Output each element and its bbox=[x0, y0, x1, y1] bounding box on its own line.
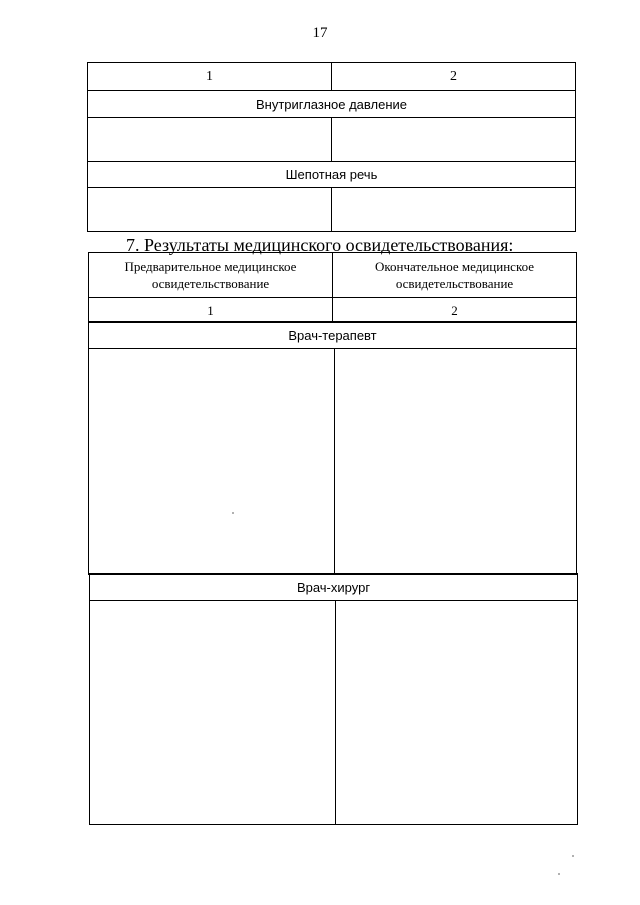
therapist-final-cell[interactable] bbox=[335, 349, 576, 574]
scan-speck bbox=[572, 855, 574, 857]
preliminary-exam-column-title bbox=[89, 253, 333, 297]
scan-speck bbox=[558, 873, 560, 875]
table-header-row bbox=[88, 63, 575, 91]
results-column-number-2: 2 bbox=[451, 302, 458, 318]
therapist-section bbox=[88, 322, 577, 575]
results-column-number-1: 1 bbox=[89, 298, 333, 322]
column-number-1: 1 bbox=[88, 63, 332, 90]
surgeon-final-cell[interactable] bbox=[336, 601, 577, 824]
results-column-titles-row bbox=[89, 253, 576, 298]
surgeon-section bbox=[89, 573, 578, 825]
whisper-speech-label: Шепотная речь bbox=[285, 167, 378, 182]
results-column-numbers-row bbox=[89, 298, 576, 322]
therapist-heading: Врач-терапевт bbox=[89, 323, 576, 349]
surgeon-heading: Врач-хирург bbox=[90, 574, 577, 601]
intraocular-pressure-row bbox=[88, 91, 575, 118]
section-heading: 7. Результаты медицинского освидетельствования: bbox=[126, 235, 514, 255]
intraocular-pressure-label: Внутриглазное давление bbox=[255, 96, 408, 112]
final-exam-label: Окончательное медицинское освидетельствование bbox=[374, 259, 535, 291]
whisper-speech-values-row bbox=[88, 188, 575, 231]
results-table-header bbox=[88, 252, 577, 322]
therapist-preliminary-cell[interactable] bbox=[89, 349, 334, 574]
surgeon-preliminary-cell[interactable] bbox=[90, 601, 335, 824]
exam-table bbox=[87, 62, 576, 232]
column-number-2: 2 bbox=[450, 68, 457, 84]
whisper-speech-preliminary-cell[interactable] bbox=[88, 188, 332, 231]
intraocular-pressure-preliminary-cell[interactable] bbox=[88, 118, 332, 161]
page-number: 17 bbox=[312, 25, 328, 41]
scan-speck bbox=[232, 512, 234, 514]
preliminary-exam-label: Предварительное медицинское освидетельствование bbox=[124, 259, 297, 291]
final-exam-column-title bbox=[333, 253, 576, 297]
intraocular-pressure-final-cell[interactable] bbox=[332, 118, 575, 161]
intraocular-pressure-values-row bbox=[88, 118, 575, 162]
whisper-speech-final-cell[interactable] bbox=[332, 188, 575, 231]
whisper-speech-row bbox=[88, 162, 575, 188]
